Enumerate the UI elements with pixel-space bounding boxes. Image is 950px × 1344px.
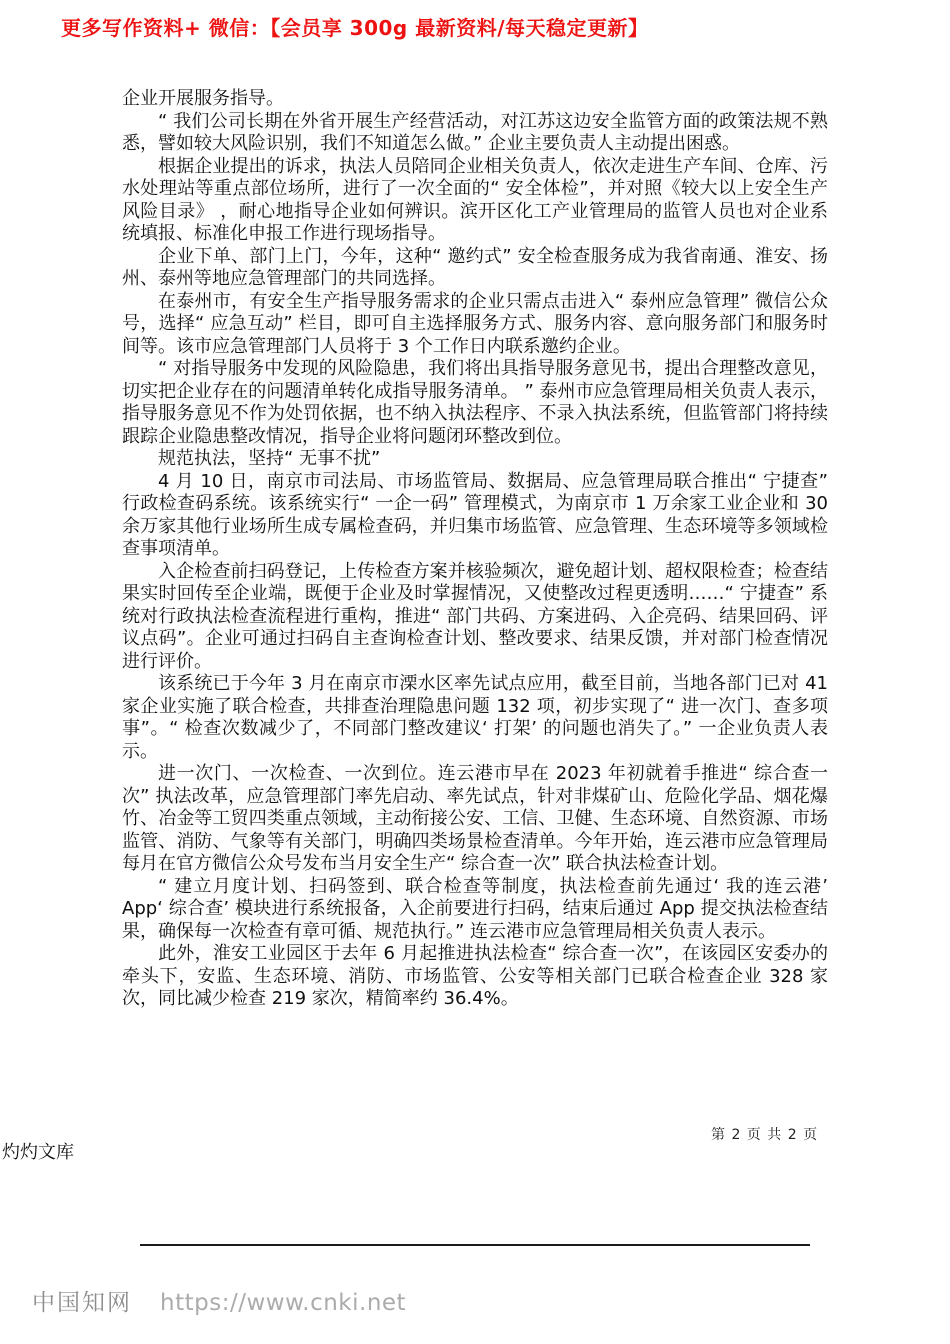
- footer-divider-line: [140, 1244, 810, 1246]
- paragraph: 该系统已于今年 3 月在南京市溧水区率先试点应用，截至目前，当地各部门已对 41 家企业实施了联合检查，共排查治理隐患问题 132 项，初步实现了“ 进一次门、查多项事”。“ 检查次数减少了，不同部门整改建议‘ 打架’ 的问题也消失了。” 一企业负责人表示。: [122, 673, 828, 762]
- library-watermark-label: 灼灼文库: [2, 1142, 74, 1163]
- cnki-watermark: [32, 1284, 406, 1317]
- paragraph: 规范执法，坚持“ 无事不扰”: [158, 448, 381, 469]
- paragraph: “ 我们公司长期在外省开展生产经营活动，对江苏这边安全监管方面的政策法规不熟悉，譬如较大风险识别，我们不知道怎么做。” 企业主要负责人主动提出困惑。: [122, 110, 828, 154]
- paragraph: 此外，淮安工业园区于去年 6 月起推进执法检查“ 综合查一次”，在该园区安委办的牵头下，安监、生态环境、消防、市场监管、公安等相关部门已联合检查企业 328 家次，同比减少检查 219 家次，精简率约 36.4%。: [122, 943, 828, 1009]
- paragraph: 根据企业提出的诉求，执法人员陪同企业相关负责人，依次走进生产车间、仓库、污水处理站等重点部位场所，进行了一次全面的“ 安全体检”，并对照《较大以上安全生产风险目录》 ，耐心地指导企业如何辨识。滨开区化工产业管理局的监管人员也对企业系统填报、标准化申报工作进行现场指导。: [122, 155, 828, 244]
- paragraph: “ 对指导服务中发现的风险隐患，我们将出具指导服务意见书，提出合理整改意见，切实把企业存在的问题清单转化成指导服务清单。 ” 泰州市应急管理局相关负责人表示，指导服务意见不作为处罚依据，也不纳入执法程序、不录入执法系统，但监管部门将持续跟踪企业隐患整改情况，指导企业将问题闭环整改到位。: [122, 358, 828, 447]
- page-indicator: 第 2 页 共 2 页: [711, 1127, 819, 1143]
- paragraph: 进一次门、一次检查、一次到位。连云港市早在 2023 年初就着手推进“ 综合查一次” 执法改革，应急管理部门率先启动、率先试点，针对非煤矿山、危险化学品、烟花爆竹、冶金等工贸四类重点领域，主动衔接公安、工信、卫健、生态环境、自然资源、市场监管、消防、气象等有关部门，明确四类场景检查清单。今年开始，连云港市应急管理局每月在官方微信公众号发布当月安全生产“ 综合查一次” 联合执法检查计划。: [122, 763, 828, 874]
- paragraph: 企业下单、部门上门，今年，这种“ 邀约式” 安全检查服务成为我省南通、淮安、扬州、泰州等地应急管理部门的共同选择。: [122, 245, 828, 289]
- cnki-url-text: https://www.cnki.net: [160, 1290, 407, 1316]
- paragraph: 入企检查前扫码登记，上传检查方案并核验频次，避免超计划、超权限检查；检查结果实时回传至企业端，既便于企业及时掌握情况，又使整改过程更透明……“ 宁捷查” 系统对行政执法检查流程进行重构，推进“ 部门共码、方案进码、入企亮码、结果回码、评议点码”。企业可通过扫码自主查询检查计划、整改要求、结果反馈，并对部门检查情况进行评价。: [122, 560, 828, 672]
- paragraph: 4 月 10 日，南京市司法局、市场监管局、数据局、应急管理局联合推出“ 宁捷查” 行政检查码系统。该系统实行“ 一企一码” 管理模式，为南京市 1 万余家工业企业和 30 余万家其他行业场所生成专属检查码，并归集市场监管、应急管理、生态环境等多领域检查事项清单。: [122, 470, 828, 559]
- cnki-brand-text: 中国知网: [32, 1290, 132, 1316]
- document-body: [122, 88, 828, 1011]
- promo-header-text: 更多写作资料+ 微信：【会员享 300g 最新资料/每天稳定更新】: [61, 16, 649, 40]
- paragraph: 企业开展服务指导。: [122, 88, 284, 109]
- paragraph: 在泰州市，有安全生产指导服务需求的企业只需点击进入“ 泰州应急管理” 微信公众号，选择“ 应急互动” 栏目，即可自主选择服务方式、服务内容、意向服务部门和服务时间等。该市应急管理部门人员将于 3 个工作日内联系邀约企业。: [122, 290, 828, 357]
- paragraph: “ 建立月度计划、扫码签到、联合检查等制度，执法检查前先通过‘ 我的连云港’ App‘ 综合查’ 模块进行系统报备，入企前要进行扫码，结束后通过 App 提交执法检查结果，确保每一次检查有章可循、规范执行。” 连云港市应急管理局相关负责人表示。: [122, 875, 828, 942]
